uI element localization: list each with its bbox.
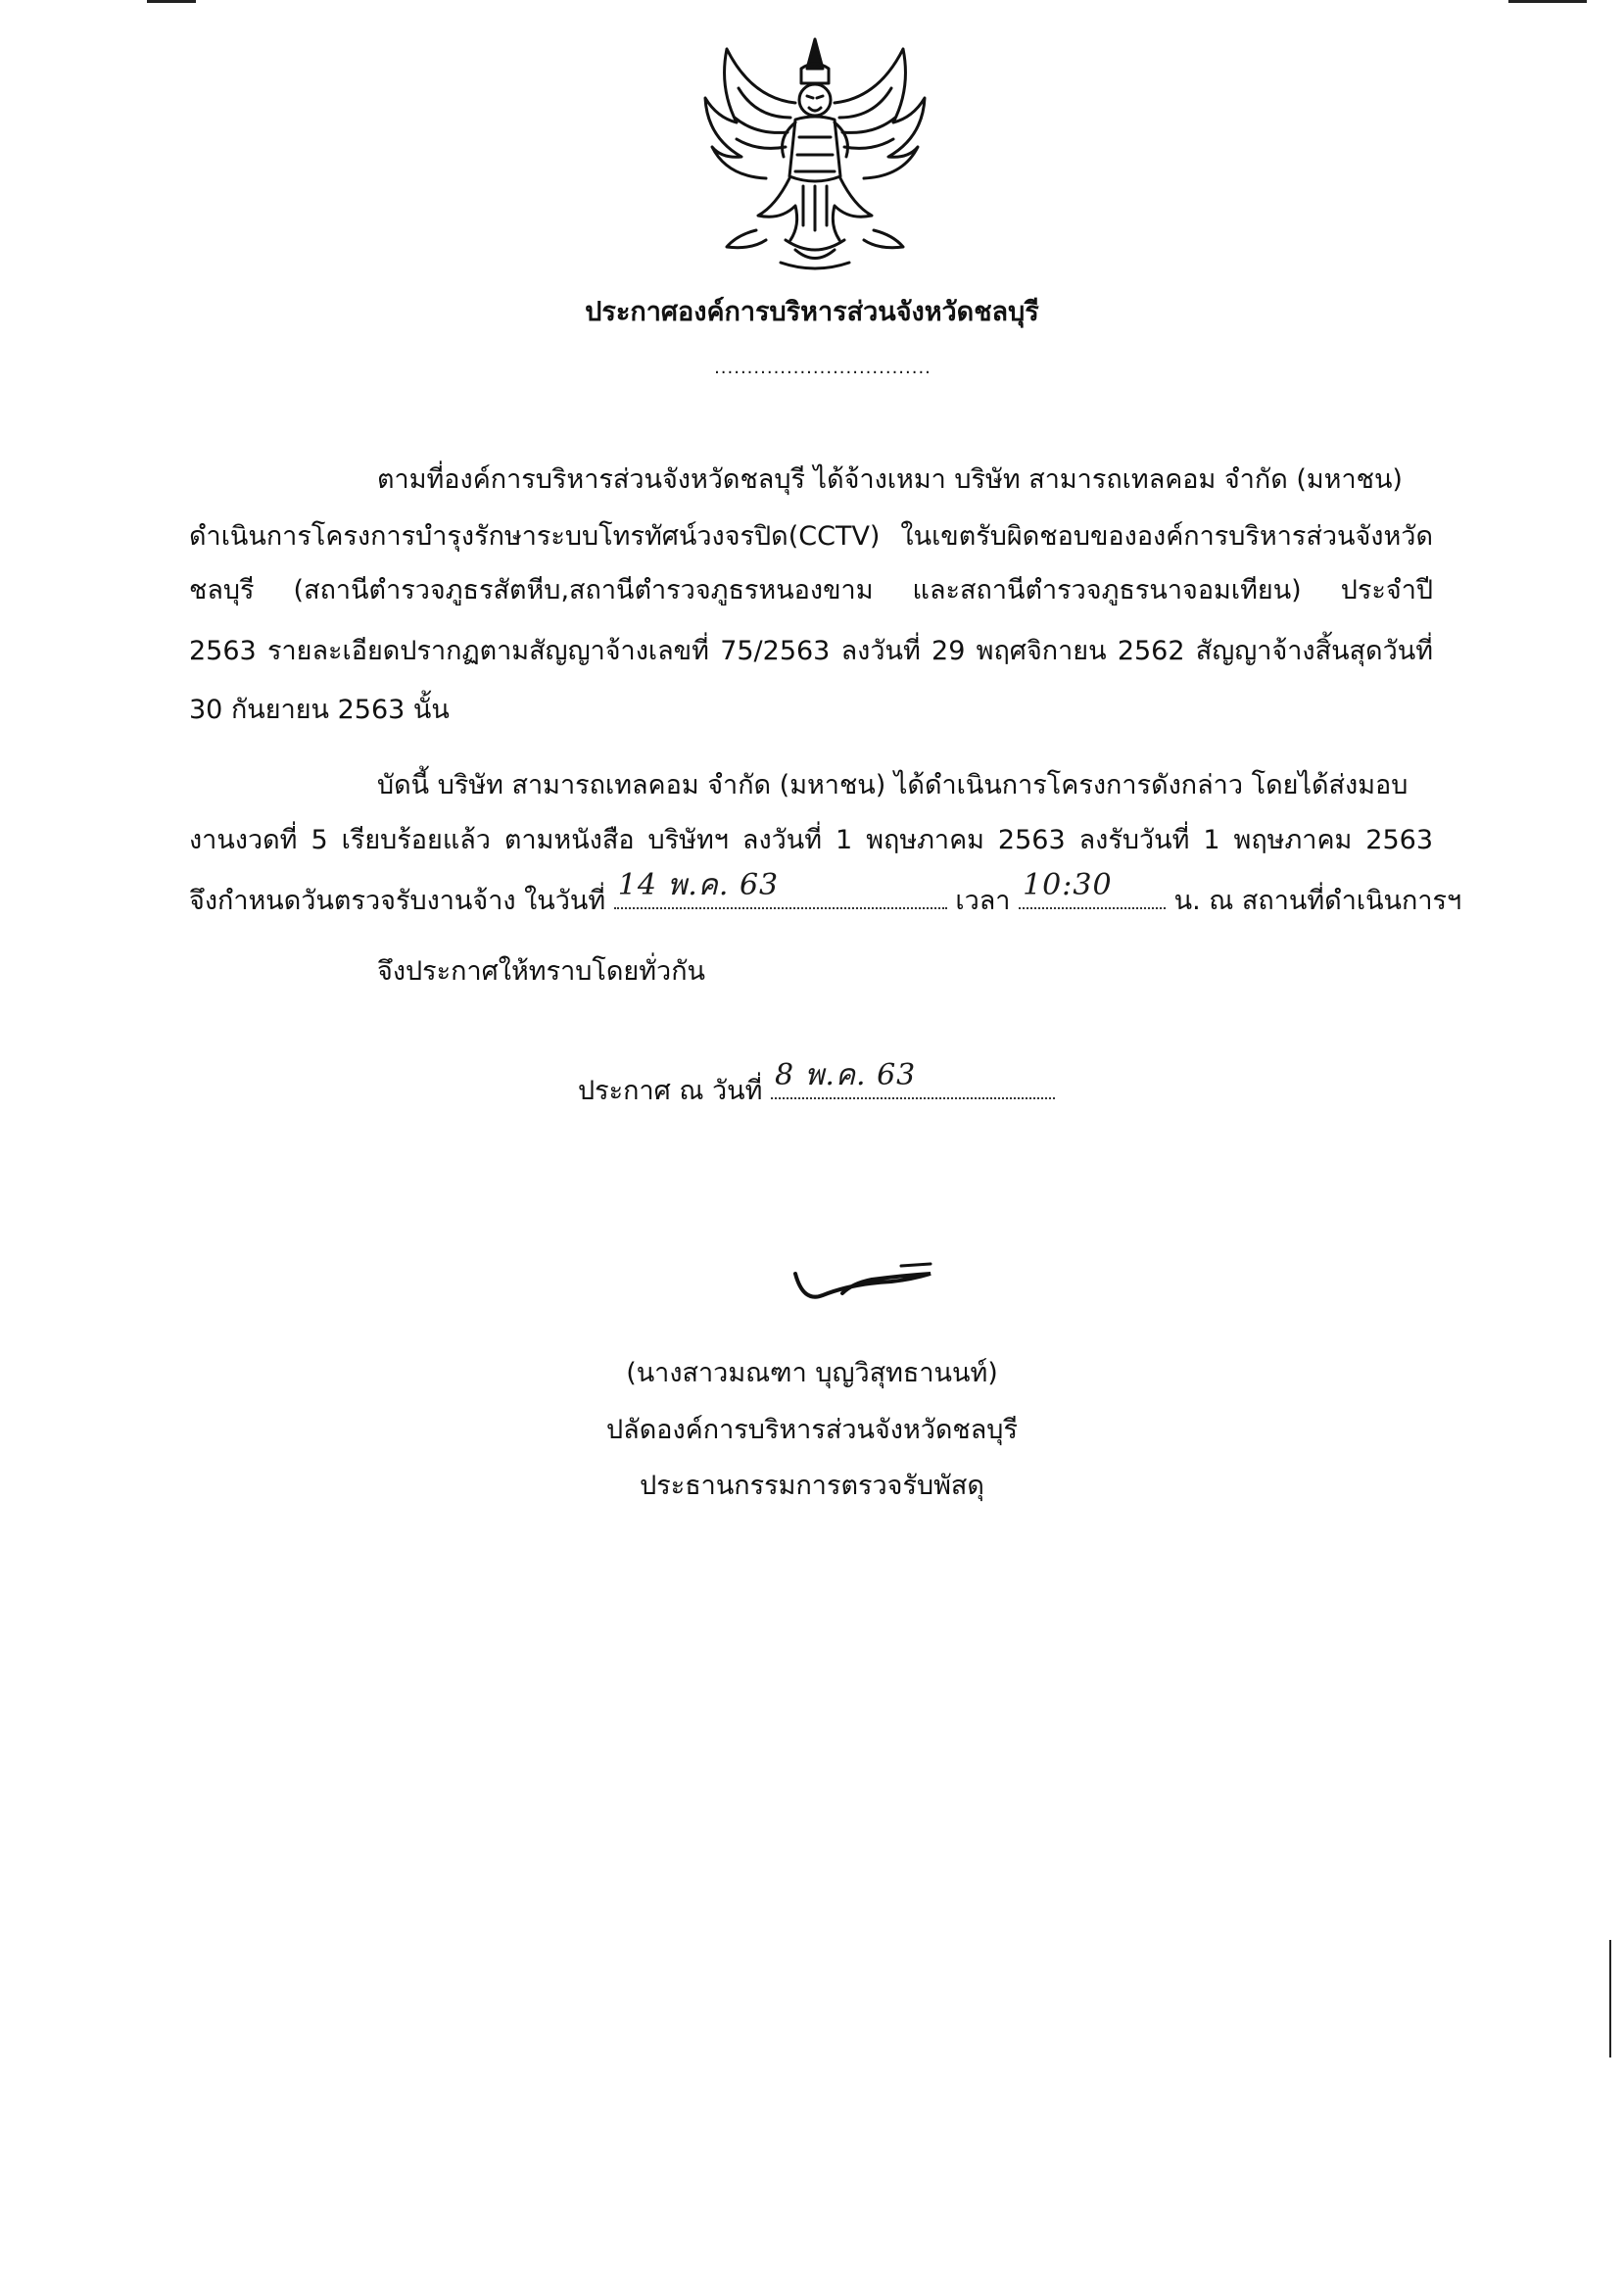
scan-edge-mark (147, 0, 196, 3)
scan-edge-mark (1508, 0, 1587, 3)
inspection-date-field (614, 868, 947, 909)
signatory-position: ปลัดองค์การบริหารส่วนจังหวัดชลบุรี (606, 1415, 1018, 1445)
para1-line1: ตามที่องค์การบริหารส่วนจังหวัดชลบุรี ได้จ้างเหมา บริษัท สามารถเทลคอม จำกัด (มหาชน) (377, 464, 1403, 495)
announce-date-line (578, 1058, 1055, 1111)
time-label: เวลา (955, 886, 1011, 916)
location-text: น. ณ สถานที่ดำเนินการฯ (1173, 886, 1462, 916)
para2-line2: งานงวดที่ 5 เรียบร้อยแล้ว ตามหนังสือ บริษัทฯ ลงวันที่ 1 พฤษภาคม 2563 ลงรับวันที่ 1 พฤษภาคม 2563 (189, 825, 1433, 855)
signatory-name: (นางสาวมณฑา บุญวิสุทธานนท์) (626, 1358, 998, 1388)
closing-statement: จึงประกาศให้ทราบโดยทั่วกัน (377, 956, 705, 987)
para1-line4: 2563 รายละเอียดปรากฏตามสัญญาจ้างเลขที่ 75/2563 ลงวันที่ 29 พฤศจิกายน 2562 สัญญาจ้างสิ้นสุดวันที่ (189, 636, 1433, 666)
inspection-date-label: จึงกำหนดวันตรวจรับงานจ้าง ในวันที่ (189, 886, 606, 916)
scan-edge-mark (1609, 1940, 1611, 2057)
announce-date-label: ประกาศ ณ วันที่ (578, 1076, 763, 1106)
announce-date-field (771, 1058, 1055, 1099)
para1-line5: 30 กันยายน 2563 นั้น (189, 695, 450, 725)
announce-date-handwritten: 8 พ.ค. 63 (775, 1058, 917, 1092)
inspection-time-field (1019, 868, 1166, 909)
para2-line1: บัดนี้ บริษัท สามารถเทลคอม จำกัด (มหาชน) ได้ดำเนินการโครงการดังกล่าว โดยได้ส่งมอบ (377, 770, 1409, 800)
signatory-committee-role: ประธานกรรมการตรวจรับพัสดุ (640, 1471, 984, 1501)
garuda-emblem-icon (697, 29, 932, 274)
para2-line3 (189, 868, 1462, 921)
para1-line2: ดำเนินการโครงการบำรุงรักษาระบบโทรทัศน์วงจรปิด(CCTV) ในเขตรับผิดชอบขององค์การบริหารส่วนจังหวัด (189, 521, 1433, 552)
inspection-time-handwritten: 10:30 (1023, 868, 1113, 902)
announcement-title: ประกาศองค์การบริหารส่วนจังหวัดชลบุรี (585, 297, 1039, 327)
handwritten-signature (784, 1244, 960, 1323)
para1-line3: ชลบุรี (สถานีตำรวจภูธรสัตหีบ,สถานีตำรวจภูธรหนองขาม และสถานีตำรวจภูธรนาจอมเทียน) ประจำปี (189, 575, 1433, 605)
inspection-date-handwritten: 14 พ.ค. 63 (617, 868, 780, 902)
title-dotted-rule: ................................. (714, 358, 931, 378)
